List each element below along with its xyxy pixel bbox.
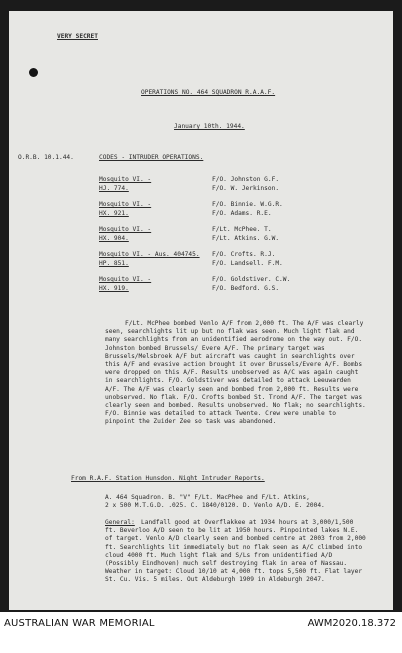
section-heading: CODES - INTRUDER OPERATIONS. xyxy=(99,154,204,161)
report-heading: From R.A.F. Station Hunsdon. Night Intruder Reports. xyxy=(71,475,265,482)
classification-stamp: VERY SECRET xyxy=(57,33,98,40)
aircraft-serial: HJ. 774. xyxy=(99,185,129,192)
footer-institution: AUSTRALIAN WAR MEMORIAL xyxy=(4,618,155,629)
aircraft-type: Mosquito VI. - Aus. 404745. xyxy=(99,251,200,258)
crew-pilot: F/Lt. McPhee. T. xyxy=(212,226,272,233)
aircraft-type: Mosquito VI. - xyxy=(99,276,152,283)
document-date: January 10th. 1944. xyxy=(174,123,245,130)
punch-hole xyxy=(29,68,38,77)
aircraft-type: Mosquito VI. - xyxy=(99,201,152,208)
crew-pilot: F/O. Crofts. R.J. xyxy=(212,251,276,258)
document-page xyxy=(9,11,393,610)
aircraft-serial: HX. 919. xyxy=(99,285,129,292)
aircraft-serial: HX. 904. xyxy=(99,235,129,242)
crew-pilot: F/O. Goldstiver. C.W. xyxy=(212,276,291,283)
crew-navigator: F/O. Landsell. F.M. xyxy=(212,260,283,267)
aircraft-serial: HX. 921. xyxy=(99,210,129,217)
aircraft-type: Mosquito VI. - xyxy=(99,226,152,233)
crew-pilot: F/O. Binnie. W.G.R. xyxy=(212,201,283,208)
report-line-2: 2 x 500 M.T.G.D. .025. C. 1840/0120. D. Venlo A/D. E. 2004. xyxy=(105,502,325,509)
footer-accession-number: AWM2020.18.372 xyxy=(307,618,396,629)
crew-navigator: F/O. Bedford. G.S. xyxy=(212,285,280,292)
report-line-1: A. 464 Squadron. B. "V" F/Lt. MacPhee and F/Lt. Atkins, xyxy=(105,494,310,501)
footer-bar xyxy=(0,612,402,653)
crew-navigator: F/O. Adams. R.E. xyxy=(212,210,272,217)
general-label: General: xyxy=(105,519,135,526)
crew-navigator: F/Lt. Atkins. G.W. xyxy=(212,235,280,242)
general-report-text: Landfall good at Overflakkee at 1934 hours at 3,000/1,500 ft. Beverloo A/D seen to be lit at 1950 hours. Pinpointed lakes N.E. of target. Venlo A/D clearly seen and bombed centre at 2003 from 2,000 ft. Searchlights lit immediately but no flak seen as A/C climbed into cloud 4000 ft. Much light flak and S/Ls from unidentified A/D (Possibly Eindhoven) much self destroying flak in area of Nassau. Weather in target: Cloud 10/10 at 4,000 ft. tops 5,500 ft. Flat layer St. Cu. Vis. 5 miles. Out Aldeburgh 1909 in Aldeburgh 2047. xyxy=(105,519,366,584)
aircraft-type: Mosquito VI. - xyxy=(99,176,152,183)
crew-pilot: F/O. Johnston G.F. xyxy=(212,176,280,183)
aircraft-serial: HP. 851. xyxy=(99,260,129,267)
operations-narrative: F/Lt. McPhee bombed Venlo A/F from 2,000 ft. The A/F was clearly seen, searchlights lit up but no flak was seen. Much light flak and many searchlights from an unidentified aerodrome on the way out. F/O. Johnston bombed Brussels/ Evere A/F. The primary target was Brussels/Melsbroek A/F but aircraft was caught in searchlights over this A/F and evasive action brought it over Brussels/Evere A/F. Bombs were dropped on this A/F. Results unobserved as A/C was again caught in searchlights. F/O. Goldstiver was detailed to attack Leeuwarden A/F. The A/F was clearly seen and bombed from 2,000 ft. Results were unobserved. No flak. F/O. Crofts bombed St. Trond A/F. The target was clearly seen and bombed. Results unobserved. No flak; no searchlights. F/O. Binnie was detailed to attack Twente. Crew were unable to pinpoint the Zuider Zee so task was abandoned. xyxy=(105,320,366,426)
orb-reference: O.R.B. 10.1.44. xyxy=(18,154,74,161)
crew-navigator: F/O. W. Jerkinson. xyxy=(212,185,280,192)
document-title: OPERATIONS NO. 464 SQUADRON R.A.A.F. xyxy=(141,89,276,96)
